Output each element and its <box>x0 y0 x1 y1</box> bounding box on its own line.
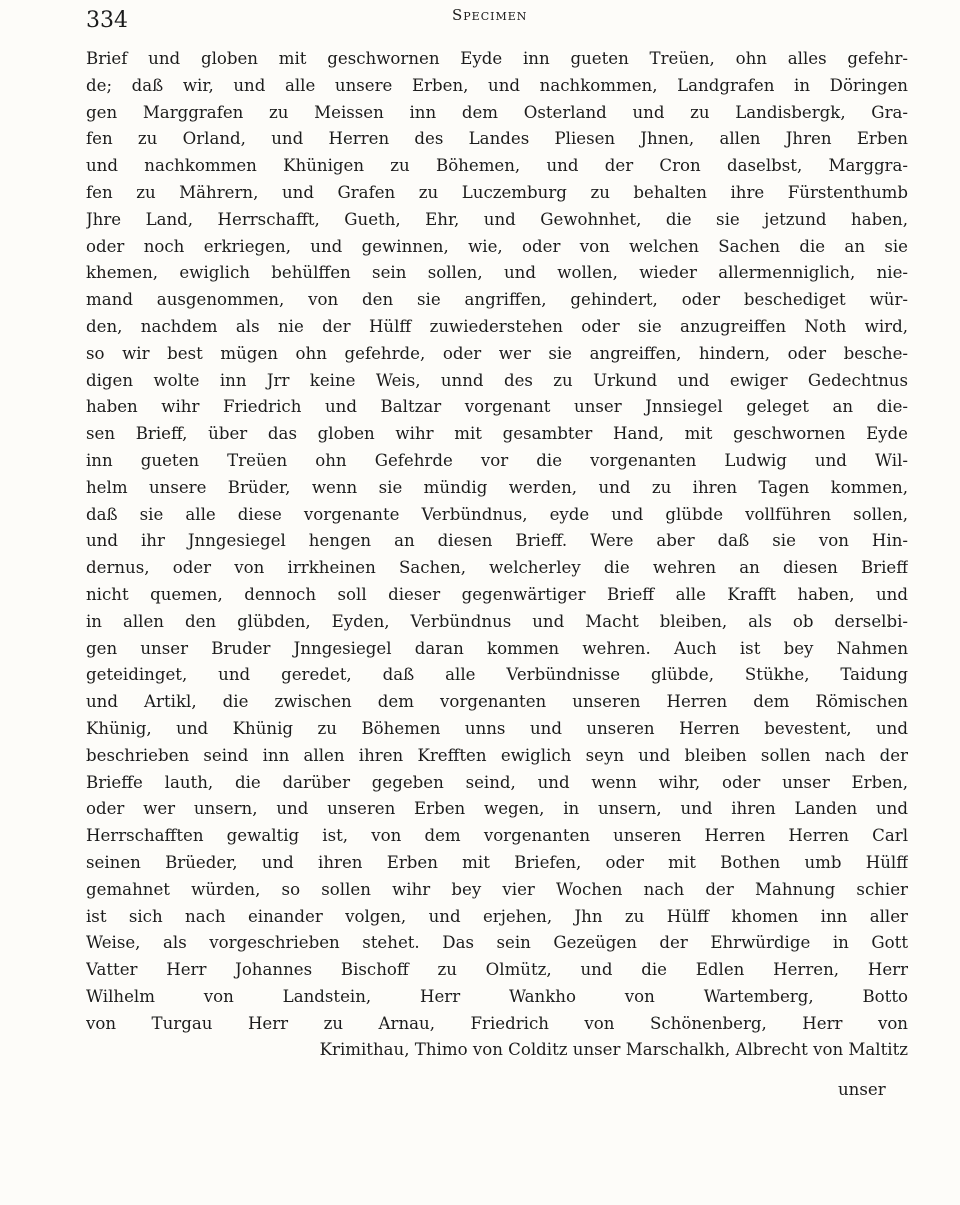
text-line: digen wolte inn Jrr keine Weis, unnd des zu Urkund und ewiger Gedechtnus <box>86 370 908 390</box>
text-line: ist sich nach einander volgen, und erjehen, Jhn zu Hülff khomen inn aller <box>86 906 908 926</box>
text-line: Khünig, und Khünig zu Böhemen unns und unseren Herren bevestent, und <box>86 718 908 738</box>
text-line: nicht quemen, dennoch soll dieser gegenwärtiger Brieff alle Krafft haben, und <box>86 584 908 604</box>
text-line: oder wer unsern, und unseren Erben wegen, in unsern, und ihren Landen und <box>86 799 908 819</box>
page-number: 334 <box>86 8 128 33</box>
text-line: de; daß wir, und alle unsere Erben, und nachkommen, Landgrafen in Döringen <box>86 75 908 95</box>
text-line: Brief und globen mit geschwornen Eyde inn gueten Treüen, ohn alles gefehr- <box>86 49 908 68</box>
text-line: gen unser Bruder Jnngesiegel daran kommen wehren. Auch ist bey Nahmen <box>86 638 908 658</box>
text-line: seinen Brüeder, und ihren Erben mit Briefen, oder mit Bothen umb Hülff <box>86 852 908 872</box>
text-line: inn gueten Treüen ohn Gefehrde vor die vorgenanten Ludwig und Wil- <box>86 450 908 470</box>
text-line: den, nachdem als nie der Hülff zuwiederstehen oder sie anzugreiffen Noth wird, <box>86 316 908 336</box>
text-line: mand ausgenommen, von den sie angriffen, gehindert, oder beschediget wür- <box>86 290 908 310</box>
text-line: helm unsere Brüder, wenn sie mündig werden, und zu ihren Tagen kommen, <box>86 477 908 497</box>
text-line: Krimithau, Thimo von Colditz unser Marschalkh, Albrecht von Maltitz <box>319 1040 908 1060</box>
text-line: und Artikl, die zwischen dem vorgenanten unseren Herren dem Römischen <box>86 692 908 712</box>
text-line: fen zu Orland, und Herren des Landes Pliesen Jhnen, allen Jhren Erben <box>86 129 908 149</box>
text-line: khemen, ewiglich behülffen sein sollen, und wollen, wieder allermenniglich, nie- <box>86 263 908 283</box>
text-line: und nachkommen Khünigen zu Böhemen, und der Cron daselbst, Marggra- <box>86 156 908 176</box>
page-header <box>86 4 906 38</box>
text-line: gen Marggrafen zu Meissen inn dem Osterland und zu Landisbergk, Gra- <box>86 102 908 122</box>
text-line: von Turgau Herr zu Arnau, Friedrich von Schönenberg, Herr von <box>86 1013 908 1033</box>
text-line: sen Brieff, über das globen wihr mit gesambter Hand, mit geschwornen Eyde <box>86 424 908 444</box>
text-line: daß sie alle diese vorgenante Verbündnus, eyde und glübde vollführen sollen, <box>86 504 908 524</box>
text-line: fen zu Mährern, und Grafen zu Luczemburg zu behalten ihre Fürstenthumb <box>86 182 908 202</box>
body-text <box>86 46 908 1064</box>
text-line: in allen den glübden, Eyden, Verbündnus und Macht bleiben, als ob derselbi- <box>86 611 908 631</box>
running-title: Specimen <box>452 6 528 24</box>
text-line: Brieffe lauth, die darüber gegeben seind, und wenn wihr, oder unser Erben, <box>86 772 908 792</box>
text-line: dernus, oder von irrkheinen Sachen, welcherley die wehren an diesen Brieff <box>86 558 908 578</box>
text-line: Weise, als vorgeschrieben stehet. Das sein Gezeügen der Ehrwürdige in Gott <box>86 933 908 953</box>
text-line: gemahnet würden, so sollen wihr bey vier Wochen nach der Mahnung schier <box>86 879 908 899</box>
text-line: so wir best mügen ohn gefehrde, oder wer sie angreiffen, hindern, oder besche- <box>86 343 908 363</box>
text-line: Vatter Herr Johannes Bischoff zu Olmütz, und die Edlen Herren, Herr <box>86 960 908 980</box>
text-line: oder noch erkriegen, und gewinnen, wie, oder von welchen Sachen die an sie <box>86 236 908 256</box>
text-line: Herrschafften gewaltig ist, von dem vorgenanten unseren Herren Herren Carl <box>86 826 908 846</box>
text-line: geteidinget, und geredet, daß alle Verbündnisse glübde, Stükhe, Taidung <box>86 665 908 685</box>
catchword: unser <box>838 1080 886 1099</box>
text-line: Jhre Land, Herrschafft, Gueth, Ehr, und Gewohnhet, die sie jetzund haben, <box>86 209 908 229</box>
text-line: Wilhelm von Landstein, Herr Wankho von Wartemberg, Botto <box>86 986 908 1006</box>
text-line: und ihr Jnngesiegel hengen an diesen Brieff. Were aber daß sie von Hin- <box>86 531 908 551</box>
text-line: beschrieben seind inn allen ihren Krefften ewiglich seyn und bleiben sollen nach der <box>86 745 908 765</box>
text-line: haben wihr Friedrich und Baltzar vorgenant unser Jnnsiegel geleget an die- <box>86 397 908 417</box>
